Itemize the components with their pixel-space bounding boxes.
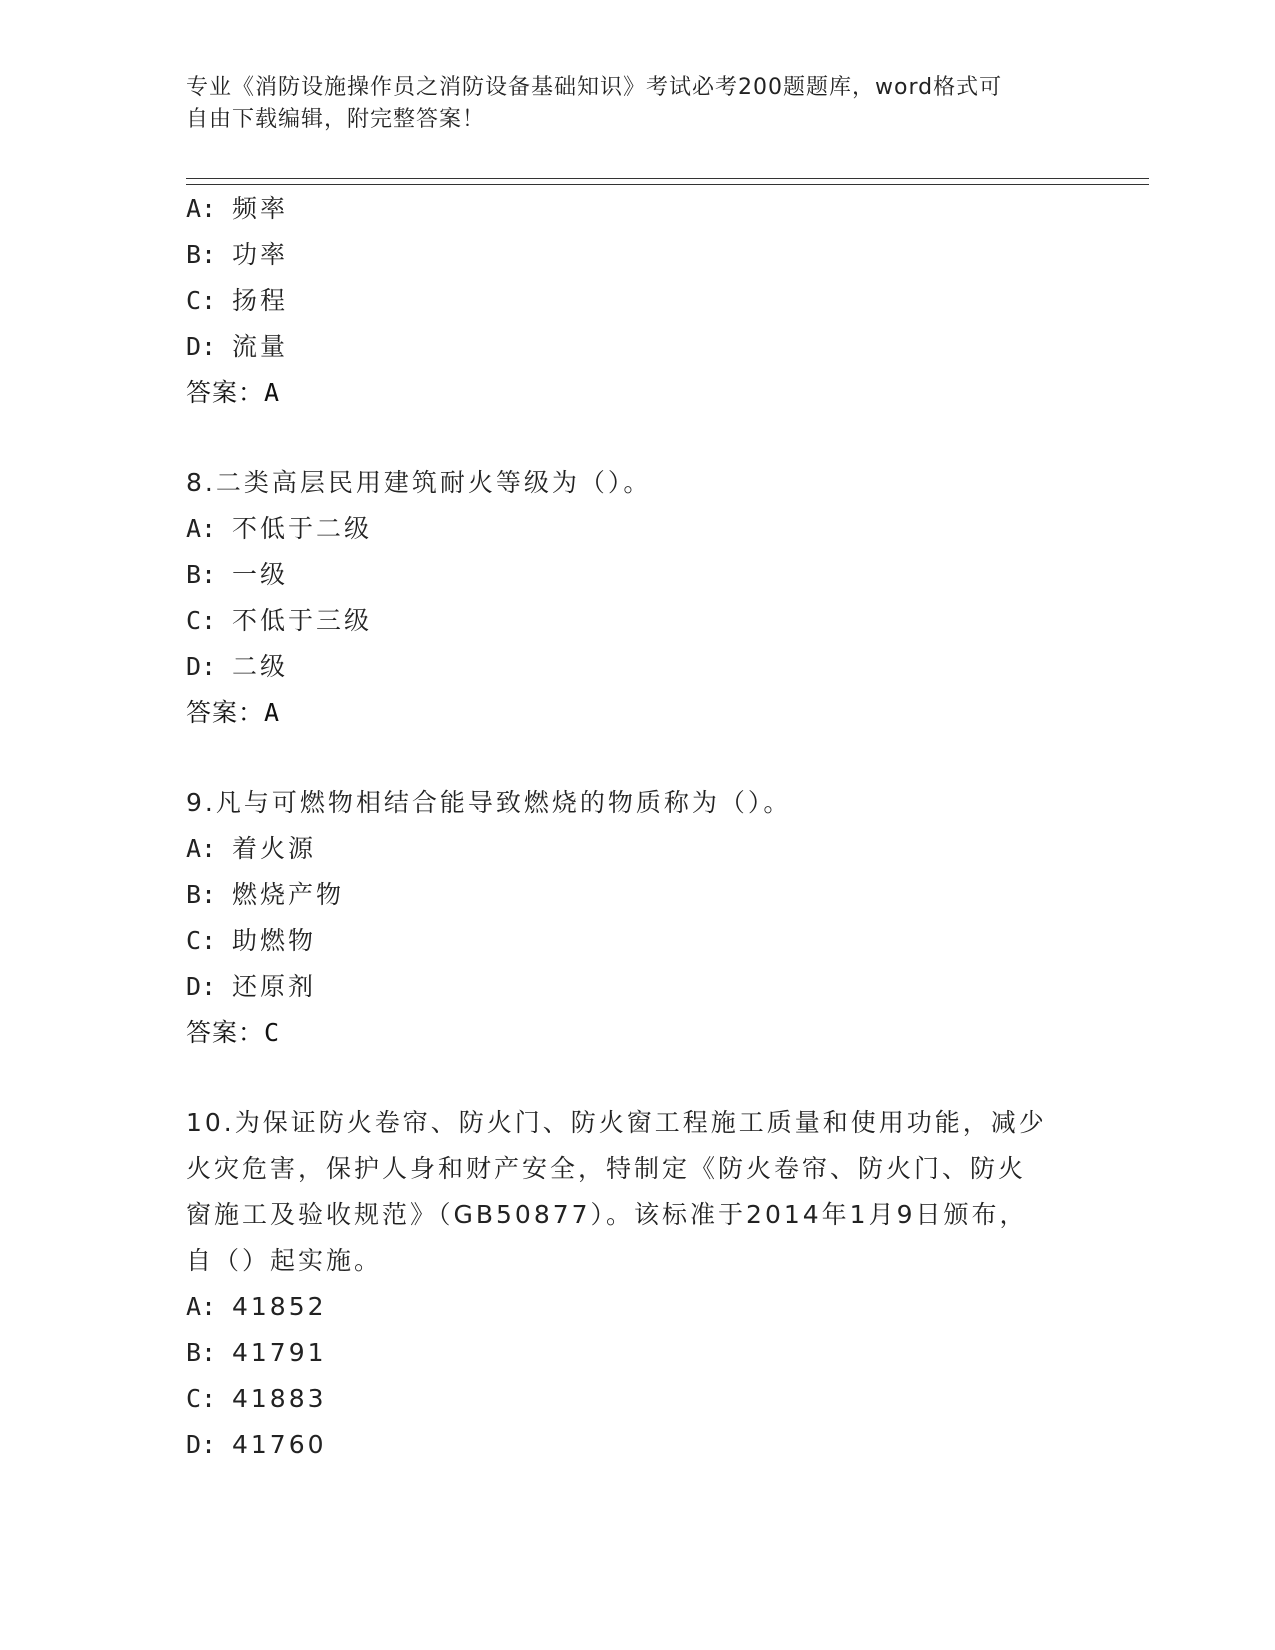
header-title-line-2: 自由下载编辑，附完整答案！ xyxy=(186,107,486,132)
option-letter: C: xyxy=(186,1384,217,1413)
question-text-line: 火灾危害，保护人身和财产安全，特制定《防火卷帘、防火门、防火 xyxy=(186,1154,1027,1183)
option-letter: A: xyxy=(186,1292,217,1321)
option-b xyxy=(186,1330,1066,1376)
option-text: 不低于二级 xyxy=(232,514,373,543)
option-d xyxy=(186,964,1066,1010)
answer-label: 答案： xyxy=(186,378,265,407)
option-letter: B: xyxy=(186,1338,217,1367)
option-text: 燃烧产物 xyxy=(232,880,345,909)
option-text: 41883 xyxy=(232,1384,327,1413)
question-block-8 xyxy=(186,460,1066,736)
option-c xyxy=(186,278,1066,324)
option-a xyxy=(186,1284,1066,1330)
option-text: 一级 xyxy=(232,560,289,589)
option-c xyxy=(186,1376,1066,1422)
option-a xyxy=(186,826,1066,872)
option-d xyxy=(186,324,1066,370)
question-text: 9.凡与可燃物相结合能导致燃烧的物质称为（）。 xyxy=(186,788,792,817)
answer-value: A xyxy=(264,378,280,407)
option-a xyxy=(186,186,1066,232)
question-list xyxy=(186,186,1066,1468)
question-text xyxy=(186,1100,1066,1284)
option-letter: C: xyxy=(186,286,217,315)
answer-label: 答案： xyxy=(186,698,265,727)
answer-value: C xyxy=(264,1018,280,1047)
spacer xyxy=(186,736,1066,780)
option-c xyxy=(186,598,1066,644)
spacer xyxy=(186,416,1066,460)
option-text: 流量 xyxy=(232,332,289,361)
document-header xyxy=(186,72,1066,136)
option-letter: D: xyxy=(186,1430,217,1459)
header-title-line-1: 专业《消防设施操作员之消防设备基础知识》考试必考200题题库，word格式可 xyxy=(186,75,1003,100)
answer-line xyxy=(186,690,1066,736)
option-b xyxy=(186,232,1066,278)
option-letter: D: xyxy=(186,652,217,681)
option-text: 功率 xyxy=(232,240,289,269)
option-d xyxy=(186,644,1066,690)
option-letter: B: xyxy=(186,880,217,909)
option-text: 扬程 xyxy=(232,286,289,315)
option-b xyxy=(186,872,1066,918)
question-text: 8.二类高层民用建筑耐火等级为（）。 xyxy=(186,468,652,497)
option-letter: A: xyxy=(186,514,217,543)
option-text: 频率 xyxy=(232,194,289,223)
option-letter: A: xyxy=(186,834,217,863)
option-letter: D: xyxy=(186,972,217,1001)
question-block-9 xyxy=(186,780,1066,1056)
option-text: 二级 xyxy=(232,652,289,681)
option-letter: D: xyxy=(186,332,217,361)
option-text: 41791 xyxy=(232,1338,327,1367)
option-d xyxy=(186,1422,1066,1468)
option-letter: A: xyxy=(186,194,217,223)
option-c xyxy=(186,918,1066,964)
question-block-7 xyxy=(186,186,1066,416)
option-b xyxy=(186,552,1066,598)
option-letter: C: xyxy=(186,606,217,635)
option-text: 41760 xyxy=(232,1430,327,1459)
answer-line xyxy=(186,1010,1066,1056)
answer-line xyxy=(186,370,1066,416)
option-text: 助燃物 xyxy=(232,926,317,955)
option-text: 不低于三级 xyxy=(232,606,373,635)
option-letter: B: xyxy=(186,560,217,589)
option-letter: C: xyxy=(186,926,217,955)
question-block-10 xyxy=(186,1100,1066,1468)
option-text: 还原剂 xyxy=(232,972,317,1001)
option-text: 41852 xyxy=(232,1292,327,1321)
header-divider xyxy=(186,178,1149,185)
option-a xyxy=(186,506,1066,552)
option-text: 着火源 xyxy=(232,834,317,863)
question-text-line: 自（）起实施。 xyxy=(186,1246,383,1275)
question-text-line: 10.为保证防火卷帘、防火门、防火窗工程施工质量和使用功能，减少 xyxy=(186,1108,1047,1137)
option-letter: B: xyxy=(186,240,217,269)
answer-label: 答案： xyxy=(186,1018,265,1047)
answer-value: A xyxy=(264,698,280,727)
spacer xyxy=(186,1056,1066,1100)
question-text-line: 窗施工及验收规范》（GB50877）。该标准于2014年1月9日颁布， xyxy=(186,1200,1028,1229)
